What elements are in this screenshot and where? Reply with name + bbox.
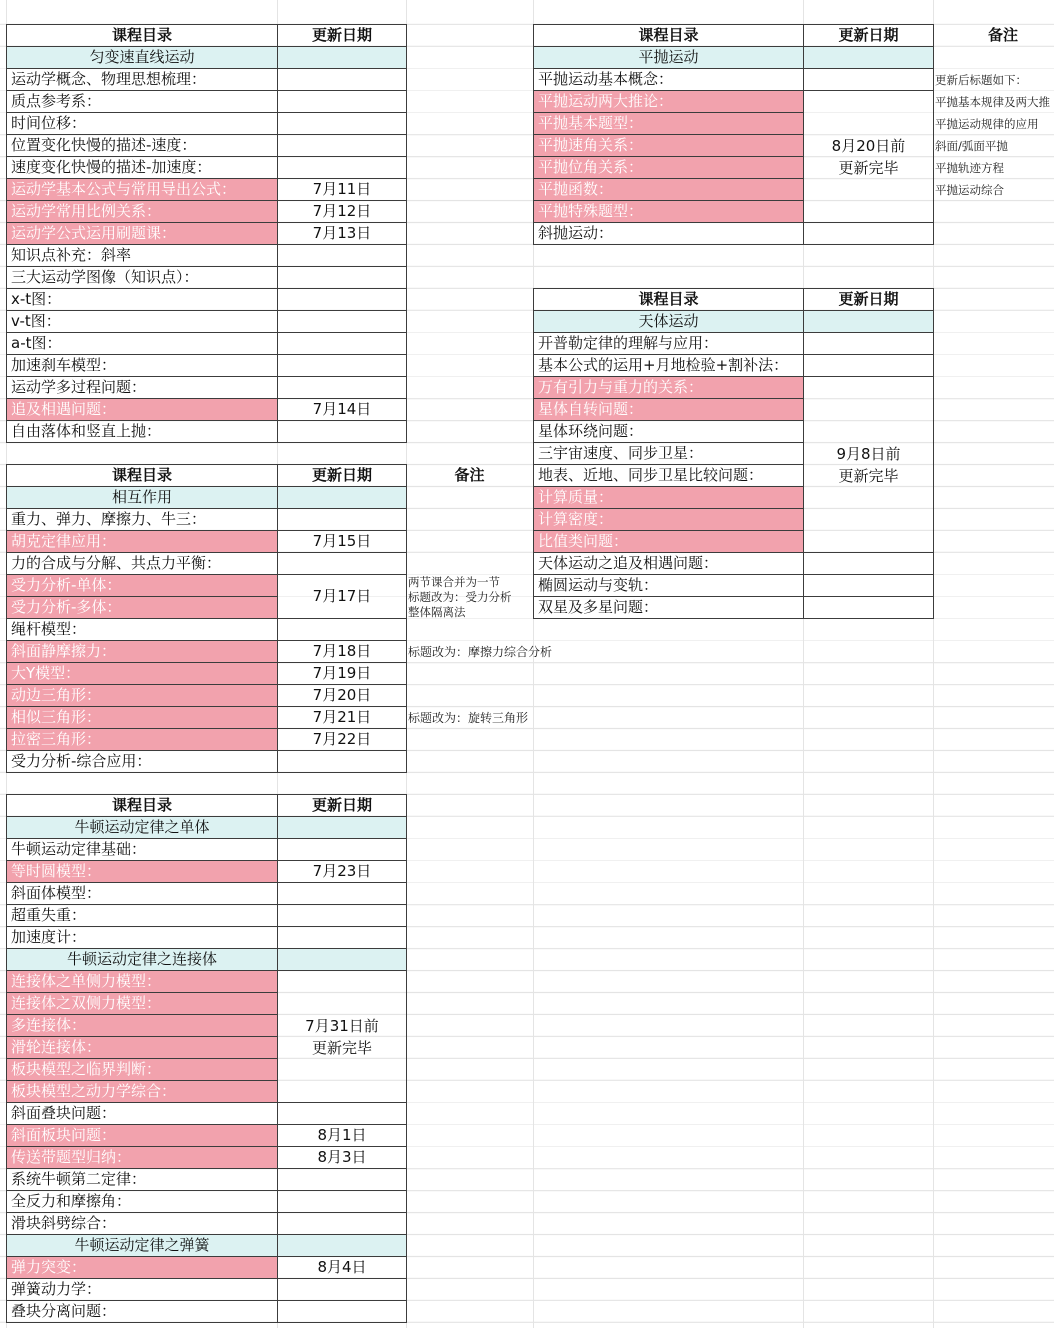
date-cell[interactable] — [278, 509, 407, 531]
remark-note[interactable]: 平抛轨迹方程 — [935, 161, 1004, 175]
date-cell[interactable] — [278, 245, 407, 267]
date-cell[interactable] — [804, 355, 934, 377]
date-cell[interactable] — [804, 47, 934, 69]
topic-cell[interactable]: 绳杆模型： — [7, 619, 278, 641]
remark-note[interactable]: 标题改为：旋转三角形 — [408, 711, 529, 725]
topic-cell[interactable]: 受力分析-多体： — [7, 597, 278, 619]
topic-cell[interactable]: 位置变化快慢的描述-速度： — [7, 135, 278, 157]
topic-cell[interactable]: 星体自转问题： — [534, 399, 804, 421]
date-cell[interactable] — [278, 553, 407, 575]
date-cell[interactable] — [278, 311, 407, 333]
table-celestial-motion — [533, 288, 934, 619]
topic-cell[interactable]: 运动学多过程问题： — [7, 377, 278, 399]
topic-cell[interactable]: 运动学公式运用刷题课： — [7, 223, 278, 245]
topic-cell[interactable]: 弹力突变： — [7, 1257, 278, 1279]
date-cell[interactable]: 7月12日 — [278, 201, 407, 223]
date-cell[interactable] — [278, 47, 407, 69]
date-line: 8月20日前 — [831, 136, 906, 155]
topic-cell[interactable]: 斜面叠块问题： — [7, 1103, 278, 1125]
date-cell[interactable] — [278, 949, 407, 971]
table-interaction — [6, 464, 553, 773]
topic-cell[interactable]: 开普勒定律的理解与应用： — [534, 333, 804, 355]
header-catalog[interactable]: 课程目录 — [534, 25, 804, 47]
section-title[interactable]: 牛顿运动定律之弹簧 — [7, 1235, 278, 1257]
topic-cell[interactable]: 大Y模型： — [7, 663, 278, 685]
section-title[interactable]: 牛顿运动定律之连接体 — [7, 949, 278, 971]
date-cell[interactable] — [278, 1235, 407, 1257]
date-cell[interactable] — [278, 377, 407, 399]
topic-cell[interactable]: 多连接体： — [7, 1015, 278, 1037]
topic-cell[interactable]: 三宇宙速度、同步卫星： — [534, 443, 804, 465]
date-cell[interactable] — [278, 289, 407, 311]
section-title[interactable]: 天体运动 — [534, 311, 804, 333]
topic-cell[interactable]: 叠块分离问题： — [7, 1301, 278, 1323]
topic-cell[interactable]: 椭圆运动与变轨： — [534, 575, 804, 597]
topic-cell[interactable]: 板块模型之动力学综合： — [7, 1081, 278, 1103]
topic-cell[interactable]: 自由落体和竖直上抛： — [7, 421, 278, 443]
topic-cell[interactable]: 斜面静摩擦力： — [7, 641, 278, 663]
topic-cell[interactable]: v-t图： — [7, 311, 278, 333]
topic-cell[interactable]: 计算质量： — [534, 487, 804, 509]
topic-cell[interactable]: 加速刹车模型： — [7, 355, 278, 377]
date-cell[interactable]: 7月21日 — [278, 707, 407, 729]
date-cell[interactable] — [804, 69, 934, 91]
date-cell[interactable] — [278, 905, 407, 927]
topic-cell[interactable]: 追及相遇问题： — [7, 399, 278, 421]
date-cell[interactable] — [278, 421, 407, 443]
topic-cell[interactable]: 牛顿运动定律基础： — [7, 839, 278, 861]
date-cell[interactable] — [278, 1169, 407, 1191]
topic-cell[interactable]: 超重失重： — [7, 905, 278, 927]
date-line: 7月31日前 — [305, 1016, 379, 1035]
date-line: 更新完毕 — [311, 1038, 372, 1057]
topic-cell[interactable]: 力的合成与分解、共点力平衡： — [7, 553, 278, 575]
table-newton-laws — [6, 794, 407, 1323]
date-line: 更新完毕 — [838, 158, 899, 177]
topic-cell[interactable]: x-t图： — [7, 289, 278, 311]
remark-note[interactable]: 标题改为：摩擦力综合分析 — [408, 645, 553, 659]
remarks-header[interactable]: 备注 — [988, 26, 1019, 44]
topic-cell[interactable]: 质点参考系： — [7, 91, 278, 113]
table-projectile-motion — [533, 24, 1050, 245]
date-cell[interactable] — [278, 157, 407, 179]
date-cell[interactable] — [278, 69, 407, 91]
date-cell[interactable] — [278, 751, 407, 773]
topic-cell[interactable]: 平抛基本题型： — [534, 113, 804, 135]
date-cell[interactable] — [278, 1301, 407, 1323]
topic-cell[interactable]: 平抛速角关系： — [534, 135, 804, 157]
date-cell[interactable] — [804, 553, 934, 575]
date-cell[interactable] — [278, 927, 407, 949]
date-cell[interactable]: 8月3日 — [278, 1147, 407, 1169]
topic-cell[interactable]: 平抛函数： — [534, 179, 804, 201]
topic-cell[interactable]: 等时圆模型： — [7, 861, 278, 883]
topic-cell[interactable]: 受力分析-综合应用： — [7, 751, 278, 773]
date-cell[interactable] — [278, 267, 407, 289]
topic-cell[interactable]: 运动学常用比例关系： — [7, 201, 278, 223]
topic-cell[interactable]: 天体运动之追及相遇问题： — [534, 553, 804, 575]
topic-cell[interactable]: 平抛特殊题型： — [534, 201, 804, 223]
topic-cell[interactable]: 时间位移： — [7, 113, 278, 135]
topic-cell[interactable]: 板块模型之临界判断： — [7, 1059, 278, 1081]
topic-cell[interactable]: 星体环绕问题： — [534, 421, 804, 443]
topic-cell[interactable]: 相似三角形： — [7, 707, 278, 729]
topic-cell[interactable]: 知识点补充：斜率 — [7, 245, 278, 267]
date-cell[interactable] — [804, 223, 934, 245]
topic-cell[interactable]: 平抛位角关系： — [534, 157, 804, 179]
date-cell[interactable] — [278, 333, 407, 355]
remark-note[interactable]: 平抛运动规律的应用 — [935, 117, 1039, 131]
date-line: 更新完毕 — [838, 466, 899, 485]
remarks-header[interactable]: 备注 — [454, 466, 485, 484]
topic-cell[interactable]: 基本公式的运用+月地检验+割补法： — [534, 355, 804, 377]
date-cell[interactable] — [804, 377, 934, 553]
section-title[interactable]: 牛顿运动定律之单体 — [7, 817, 278, 839]
table-uniform-acceleration — [6, 24, 407, 443]
remark-line: 标题改为：受力分析 — [408, 590, 512, 604]
topic-cell[interactable]: 速度变化快慢的描述-加速度： — [7, 157, 278, 179]
date-cell[interactable]: 7月20日 — [278, 685, 407, 707]
section-title[interactable]: 匀变速直线运动 — [7, 47, 278, 69]
date-cell[interactable]: 7月11日 — [278, 179, 407, 201]
header-update-date[interactable]: 更新日期 — [804, 289, 934, 311]
header-catalog[interactable]: 课程目录 — [7, 465, 278, 487]
date-line: 9月8日前 — [836, 444, 901, 463]
topic-cell[interactable]: 斜抛运动： — [534, 223, 804, 245]
date-cell[interactable] — [804, 311, 934, 333]
date-cell[interactable] — [278, 1213, 407, 1235]
header-catalog[interactable]: 课程目录 — [534, 289, 804, 311]
section-title[interactable]: 相互作用 — [7, 487, 278, 509]
date-cell[interactable]: 7月19日 — [278, 663, 407, 685]
date-cell[interactable]: 7月14日 — [278, 399, 407, 421]
topic-cell[interactable]: 胡克定律应用： — [7, 531, 278, 553]
date-cell[interactable]: 7月18日 — [278, 641, 407, 663]
date-cell[interactable]: 7月23日 — [278, 861, 407, 883]
header-update-date[interactable]: 更新日期 — [278, 465, 407, 487]
date-cell[interactable] — [278, 355, 407, 377]
topic-cell[interactable]: 运动学基本公式与常用导出公式： — [7, 179, 278, 201]
topic-cell[interactable]: 受力分析-单体： — [7, 575, 278, 597]
topic-cell[interactable]: 动边三角形： — [7, 685, 278, 707]
topic-cell[interactable]: 运动学概念、物理思想梳理： — [7, 69, 278, 91]
date-cell[interactable] — [278, 135, 407, 157]
header-catalog[interactable]: 课程目录 — [7, 25, 278, 47]
date-cell[interactable] — [278, 487, 407, 509]
date-cell[interactable] — [278, 1191, 407, 1213]
remark-note[interactable]: 更新后标题如下： — [935, 73, 1027, 87]
date-cell[interactable] — [804, 333, 934, 355]
date-cell[interactable]: 7月13日 — [278, 223, 407, 245]
topic-cell[interactable]: 双星及多星问题： — [534, 597, 804, 619]
header-catalog[interactable]: 课程目录 — [7, 795, 278, 817]
topic-cell[interactable]: 滑块斜劈综合： — [7, 1213, 278, 1235]
header-update-date[interactable]: 更新日期 — [278, 795, 407, 817]
date-cell[interactable]: 8月4日 — [278, 1257, 407, 1279]
remark-line: 两节课合并为一节 — [408, 575, 500, 589]
topic-cell[interactable]: 三大运动学图像（知识点）： — [7, 267, 278, 289]
date-cell[interactable] — [804, 91, 934, 223]
header-update-date[interactable]: 更新日期 — [278, 25, 407, 47]
topic-cell[interactable]: 加速度计： — [7, 927, 278, 949]
section-title[interactable]: 平抛运动 — [534, 47, 804, 69]
date-cell[interactable]: 7月22日 — [278, 729, 407, 751]
topic-cell[interactable]: 拉密三角形： — [7, 729, 278, 751]
topic-cell[interactable]: 平抛运动两大推论： — [534, 91, 804, 113]
date-cell[interactable] — [278, 971, 407, 1103]
date-cell[interactable]: 8月1日 — [278, 1125, 407, 1147]
topic-cell[interactable]: 弹簧动力学： — [7, 1279, 278, 1301]
topic-cell[interactable]: 计算密度： — [534, 509, 804, 531]
topic-cell[interactable]: 系统牛顿第二定律： — [7, 1169, 278, 1191]
remark-note[interactable]: 平抛运动综合 — [935, 183, 1004, 197]
date-cell[interactable] — [278, 883, 407, 905]
date-cell[interactable] — [278, 113, 407, 135]
topic-cell[interactable]: 地表、近地、同步卫星比较问题： — [534, 465, 804, 487]
topic-cell[interactable]: 比值类问题： — [534, 531, 804, 553]
topic-cell[interactable]: 斜面板块问题： — [7, 1125, 278, 1147]
date-cell[interactable] — [278, 817, 407, 839]
date-cell[interactable] — [804, 597, 934, 619]
remark-line: 整体隔离法 — [408, 605, 466, 619]
date-cell[interactable] — [278, 619, 407, 641]
header-update-date[interactable]: 更新日期 — [804, 25, 934, 47]
topic-cell[interactable]: 万有引力与重力的关系： — [534, 377, 804, 399]
topic-cell[interactable]: 全反力和摩擦角： — [7, 1191, 278, 1213]
date-cell[interactable]: 7月15日 — [278, 531, 407, 553]
topic-cell[interactable]: 平抛运动基本概念： — [534, 69, 804, 91]
remark-note[interactable]: 斜面/弧面平抛 — [935, 139, 1008, 153]
topic-cell[interactable]: 连接体之单侧力模型： — [7, 971, 278, 993]
topic-cell[interactable]: 连接体之双侧力模型： — [7, 993, 278, 1015]
topic-cell[interactable]: 斜面体模型： — [7, 883, 278, 905]
topic-cell[interactable]: 重力、弹力、摩擦力、牛三： — [7, 509, 278, 531]
date-cell[interactable] — [278, 1103, 407, 1125]
date-cell[interactable]: 7月17日 — [278, 575, 407, 619]
topic-cell[interactable]: a-t图： — [7, 333, 278, 355]
date-cell[interactable] — [278, 91, 407, 113]
date-cell[interactable] — [278, 1279, 407, 1301]
date-cell[interactable] — [804, 575, 934, 597]
date-cell[interactable] — [278, 839, 407, 861]
topic-cell[interactable]: 传送带题型归纳： — [7, 1147, 278, 1169]
remark-note[interactable]: 平抛基本规律及两大推 — [935, 95, 1050, 109]
topic-cell[interactable]: 滑轮连接体： — [7, 1037, 278, 1059]
